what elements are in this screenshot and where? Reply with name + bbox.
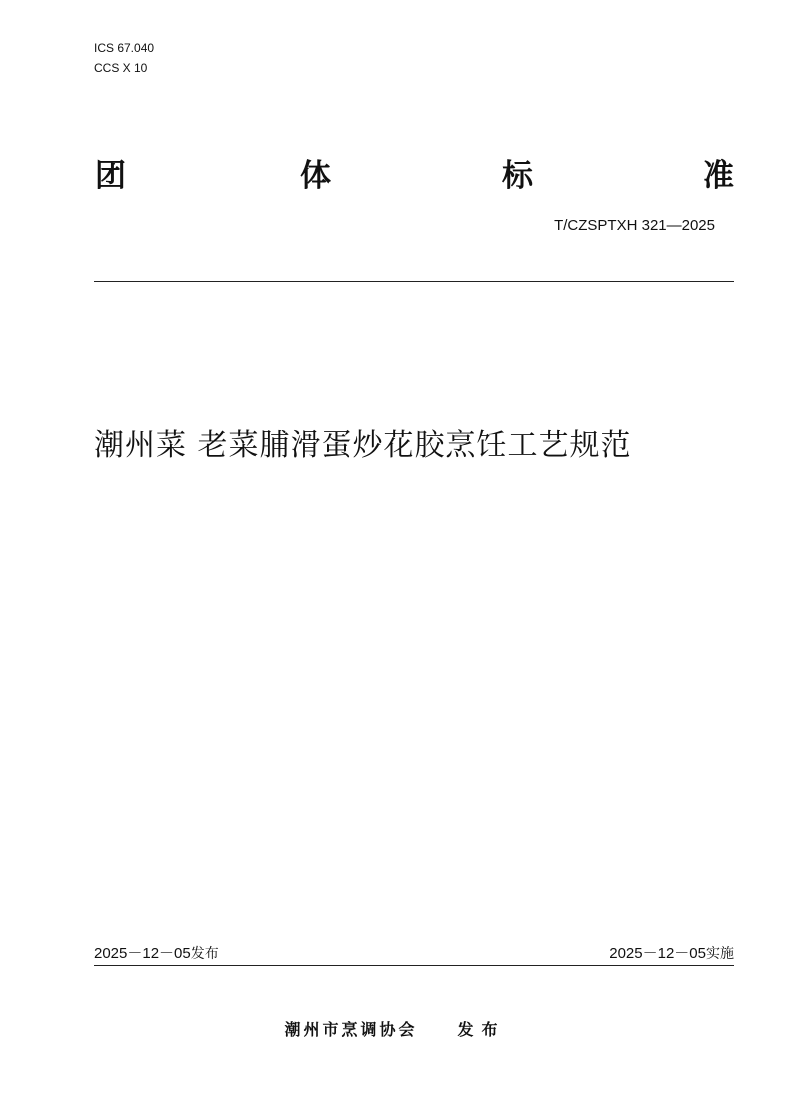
- top-divider: [94, 281, 734, 282]
- standard-type-char: 准: [703, 158, 734, 194]
- issue-label: 发布: [190, 946, 219, 962]
- standard-number: T/CZSPTXH 321—2025: [554, 217, 715, 234]
- publisher-action: 发布: [457, 1020, 506, 1039]
- implement-date: 2025－12－05: [609, 945, 706, 962]
- ccs-code: CCS X 10: [94, 61, 148, 75]
- issue-date: 2025－12－05: [94, 945, 191, 962]
- standard-type-char: 团: [95, 158, 126, 194]
- implement-date-line: [609, 945, 734, 963]
- standard-type-char: 体: [300, 158, 331, 194]
- publisher-line: [0, 1019, 790, 1041]
- issue-date-line: [94, 945, 219, 963]
- ics-code: ICS 67.040: [94, 41, 155, 55]
- implement-label: 实施: [706, 946, 734, 962]
- bottom-divider: [94, 965, 734, 966]
- document-title: 潮州菜 老菜脯滑蛋炒花胶烹饪工艺规范: [94, 428, 632, 463]
- publisher-organization: 潮州市烹调协会: [284, 1020, 418, 1039]
- standard-type-char: 标: [502, 158, 533, 194]
